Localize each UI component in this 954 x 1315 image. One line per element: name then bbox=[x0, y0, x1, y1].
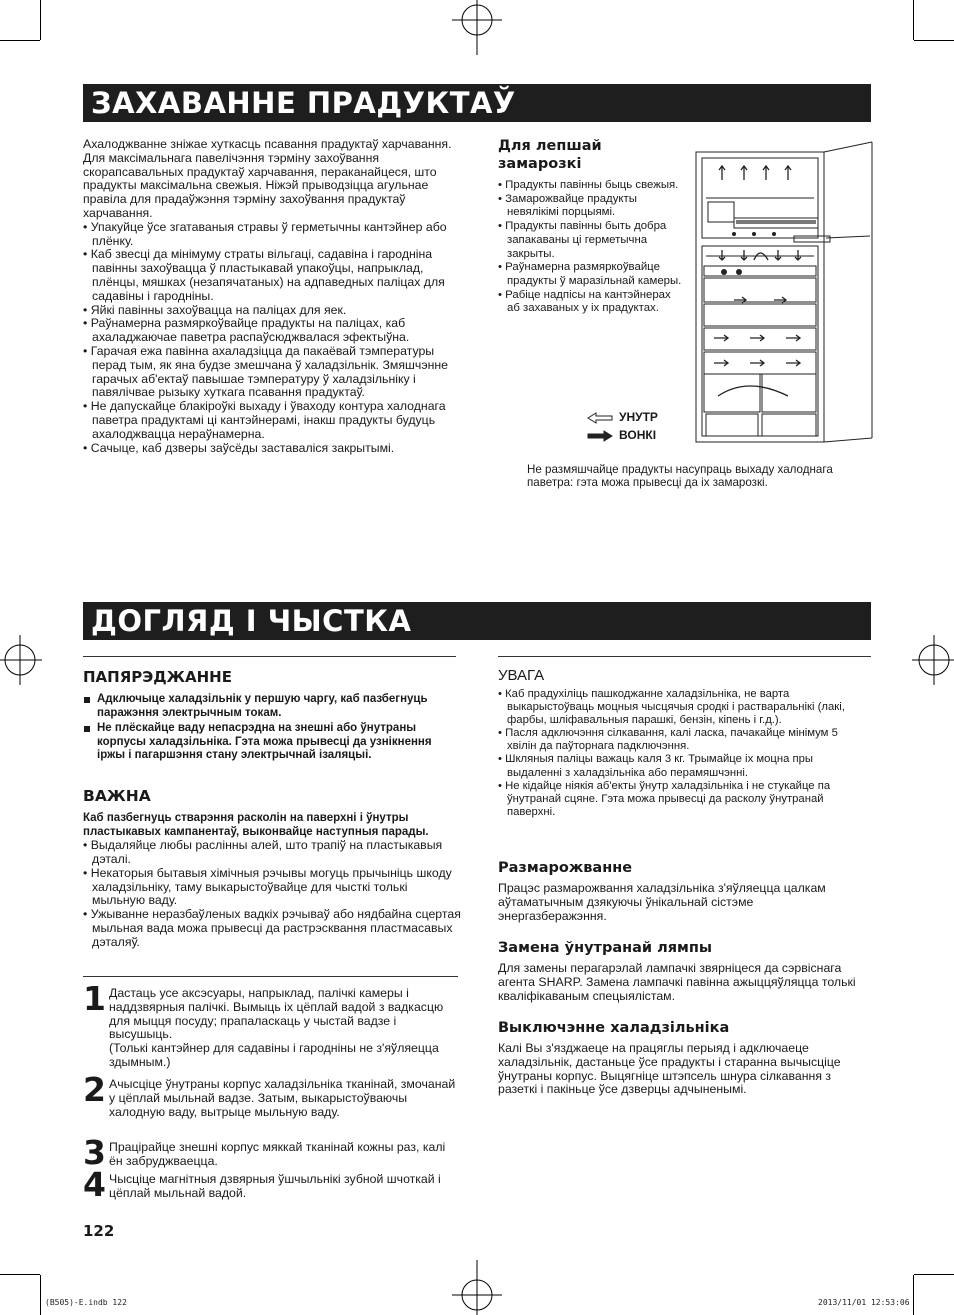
step-number: 2 bbox=[83, 1070, 106, 1109]
arrow-outline-icon bbox=[586, 412, 614, 424]
caution-bullet-list bbox=[498, 688, 870, 819]
registration-mark-left bbox=[0, 620, 45, 700]
step-number: 1 bbox=[83, 979, 106, 1018]
list-item: • Не кідайце ніякія аб'екты ўнутр халадзільніка і не стукайце па ўнутранай сцяне. Гэта можа прывесці да расколу ўнутранай паверхні. bbox=[498, 780, 870, 819]
crop-mark bbox=[40, 1275, 41, 1315]
storage-intro bbox=[83, 138, 461, 455]
step-text: Ачысціце ўнутраны корпус халадзільніка тканінай, змочанай у цёплай мыльнай вадзе. Затым, выкарыстоўваючы халодную ваду, вытрыце мыльную ваду. bbox=[109, 1077, 456, 1119]
crop-mark bbox=[913, 0, 914, 40]
divider bbox=[83, 656, 456, 657]
crop-mark bbox=[40, 0, 41, 40]
important-lead: Каб пазбегнуць стварэння расколін на паверхні і ўнутры пластыкавых кампанентаў, выконвайце наступныя парады. bbox=[83, 812, 429, 838]
list-item: • Ужыванне неразбаўленых вадкіх рэчываў або нядбайна сцертая мыльная вада можа прывесці да растрэсквання пластмасавых дэталяў. bbox=[83, 908, 461, 949]
registration-mark-bottom bbox=[437, 1255, 517, 1315]
lamp-heading: Замена ўнутранай лямпы bbox=[498, 940, 713, 956]
step-3 bbox=[83, 1133, 461, 1172]
crop-mark bbox=[914, 40, 954, 41]
list-item: • Гарачая ежа павінна ахаладзіцца да пакаёвай тэмпературы перад тым, як яна будзе змешчана ў халадзільнік. Змяшчэнне гарачых аб'ектаў павышае тэмпературу ў халадзільніку і павялічвае рызыку хуткага псавання прадуктаў. bbox=[83, 345, 461, 400]
registration-mark-right bbox=[909, 620, 954, 700]
list-item: • Яйкі павінны захоўвацца на паліцах для яек. bbox=[83, 304, 461, 318]
illustration-caption: Не размяшчайце прадукты насупраць выхаду халоднага паветра: гэта можа прывесці да іх замарозкі. bbox=[527, 463, 833, 490]
crop-mark bbox=[0, 1274, 40, 1275]
important-heading: ВАЖНА bbox=[83, 787, 151, 805]
intro-paragraph: Ахалоджванне зніжае хуткасць псавання прадуктаў харчавання. Для максімальнага павелічэння тэрміну захоўвання скорапсавальных прадуктаў харчавання, пераканайцеся, што прадукты максімальна свежыя. Ніжэй прыводзіцца агульнае правіла для прадаўжэння тэрміну захоўвання прадуктаў харчавання. bbox=[83, 137, 452, 220]
step-text: Чысціце магнітныя дзвярныя ўшчыльнікі зубной шчоткай і цёплай мыльнай вадой. bbox=[109, 1172, 441, 1200]
list-item: • Шкляныя паліцы важаць каля 3 кг. Трымайце іх моцна пры выдаленні з халадзільніка або перамяшчэнні. bbox=[498, 753, 870, 779]
step-text: Працірайце знешні корпус мяккай тканінай кожны раз, калі ён забруджваецца. bbox=[109, 1140, 446, 1168]
freeze-block bbox=[498, 137, 682, 316]
legend-out-label: ВОНКІ bbox=[619, 428, 657, 442]
list-item: • Выдаляйце любы раслінны алей, што трапіў на пластыкавыя дэталі. bbox=[83, 839, 461, 867]
warning-list bbox=[83, 693, 458, 763]
switch-off-text: Калі Вы з'язджаеце на працяглы перыяд і адключаеце халадзільнік, дастаньце ўсе прадукты і старанна вычысціце ўнутраны корпус. Выцягніце штэпсель шнура сілкавання з разеткі і пакіньце ўсе дзверцы адчыненымі. bbox=[498, 1041, 841, 1097]
step-1 bbox=[83, 979, 461, 1070]
step-4 bbox=[83, 1165, 461, 1204]
footer-timestamp: 2013/11/01 12:53:06 bbox=[818, 1298, 910, 1307]
warning-heading: ПАПЯРЭДЖАННЕ bbox=[83, 668, 232, 686]
arrow-filled-icon bbox=[586, 430, 614, 442]
crop-mark bbox=[0, 40, 40, 41]
list-item: • Не дапускайце блакіроўкі выхаду і ўваходу контура халоднага паветра прадуктамі ці кантэйнерамі, інакш прадукты будуць ахалоджвацца нераўнамерна. bbox=[83, 400, 461, 441]
section-title-storage: ЗАХАВАННЕ ПРАДУКТАЎ bbox=[83, 84, 871, 122]
list-item: • Рабіце надпісы на кантэйнерах аб захаваных у іх прадуктах. bbox=[498, 289, 684, 316]
list-item: • Замарожвайце прадукты невялікімі порцыямі. bbox=[498, 193, 684, 220]
list-item: • Каб прадухіліць пашкоджанне халадзільніка, не варта выкарыстоўваць моцныя чысцячыя сродкі і растваральнікі (лакі, фарбы, шліфавальныя парашкі, бензін, кіпень і г.д.). bbox=[498, 688, 870, 727]
defrost-text: Працэс размарожвання халадзільніка з'яўляецца цалкам аўтаматычным дзякуючы ўнікальнай сістэме энергазберажэння. bbox=[498, 881, 826, 923]
step-2 bbox=[83, 1070, 461, 1119]
list-item: Не плёскайце ваду непасрэдна на знешні або ўнутраны корпусы халадзільніка. Гэта можа прывесці да узнікнення іржы і пагаршэння стану электрычнай ізаляцыі. bbox=[83, 722, 458, 763]
list-item: • Сачыце, каб дзверы заўсёды заставаліся закрытымі. bbox=[83, 442, 461, 456]
defrost-heading: Размарожванне bbox=[498, 860, 633, 876]
divider bbox=[83, 976, 458, 977]
list-item: • Упакуйце ўсе згатаваныя стравы ў герметычны кантэйнер або плёнку. bbox=[83, 221, 461, 249]
list-item: • Каб звесці да мінімуму страты вільгаці, садавіна і гародніна павінны захоўвацца ў пластыкавай упакоўцы, напрыклад, плёнцы, мяшках (незапячатаных) на адпаведных паліцах для садавіны і гародніны. bbox=[83, 248, 461, 303]
list-item: • Раўнамерна размяркоўвайце прадукты на паліцах, каб ахаладжаючае паветра распаўсюджвалася эфектыўна. bbox=[83, 317, 461, 345]
list-item: Адключыце халадзільнік у першую чаргу, каб пазбегнуць паражэння электрычным токам. bbox=[83, 693, 458, 720]
storage-bullet-list bbox=[83, 221, 461, 456]
section-title-care: ДОГЛЯД І ЧЫСТКА bbox=[83, 602, 871, 640]
switch-off-heading: Выключэнне халадзільніка bbox=[498, 1020, 730, 1036]
airflow-legend bbox=[586, 410, 676, 444]
legend-in-label: УНУТР bbox=[619, 410, 658, 424]
step-text: Дастаць усе аксэсуары, напрыклад, палічкі камеры і наддзвярныя палічкі. Вымыць іх цёплай вадой з вадкасцю для мыцця посуду; прапаласкаць у чыстай вадзе і высушыць. bbox=[109, 986, 444, 1042]
warning-block bbox=[83, 667, 458, 765]
lamp-block bbox=[498, 938, 870, 1003]
list-item: • Прадукты павінны быть добра запакаваны ці герметычна закрыты. bbox=[498, 220, 684, 261]
caution-block bbox=[498, 667, 870, 819]
list-item: • Раўнамерна размяркоўвайце прадукты ў маразільнай камеры. bbox=[498, 261, 684, 288]
registration-mark-top bbox=[437, 0, 517, 60]
defrost-block bbox=[498, 858, 870, 923]
fridge-airflow-illustration bbox=[694, 138, 884, 453]
crop-mark bbox=[914, 1274, 954, 1275]
page-number: 122 bbox=[83, 1222, 115, 1240]
important-block bbox=[83, 786, 461, 950]
step-number: 4 bbox=[83, 1165, 106, 1204]
list-item: • Некаторыя бытавыя хімічныя рэчывы могуць прычыніць шкоду халадзільніку, таму выкарыстоўвайце для чысткі толькі мыльную ваду. bbox=[83, 867, 461, 908]
footer-file-info: (B505)-E.indb 122 bbox=[45, 1298, 127, 1307]
freeze-heading: Для лепшай замарозкі bbox=[498, 138, 602, 172]
caution-heading: УВАГА bbox=[498, 667, 545, 684]
divider bbox=[498, 656, 871, 657]
step-note: (Толькі кантэйнер для садавіны і гародніны не з'яўляецца здымным.) bbox=[109, 1041, 439, 1069]
list-item: • Пасля адключэння сілкавання, калі ласка, пачакайце мінімум 5 хвілін да паўторнага падключэння. bbox=[498, 727, 870, 753]
important-bullet-list bbox=[83, 839, 461, 949]
list-item: • Прадукты павінны быць свежыя. bbox=[498, 179, 684, 193]
crop-mark bbox=[913, 1275, 914, 1315]
lamp-text: Для замены перагарэлай лампачкі звярніцеся да сэрвіснага агента SHARP. Замена лампачкі павінна ажыццяўляцца толькі кваліфікаваным спецыялістам. bbox=[498, 961, 856, 1003]
switch-off-block bbox=[498, 1018, 870, 1097]
freeze-bullet-list bbox=[498, 179, 684, 316]
step-number: 3 bbox=[83, 1133, 106, 1172]
